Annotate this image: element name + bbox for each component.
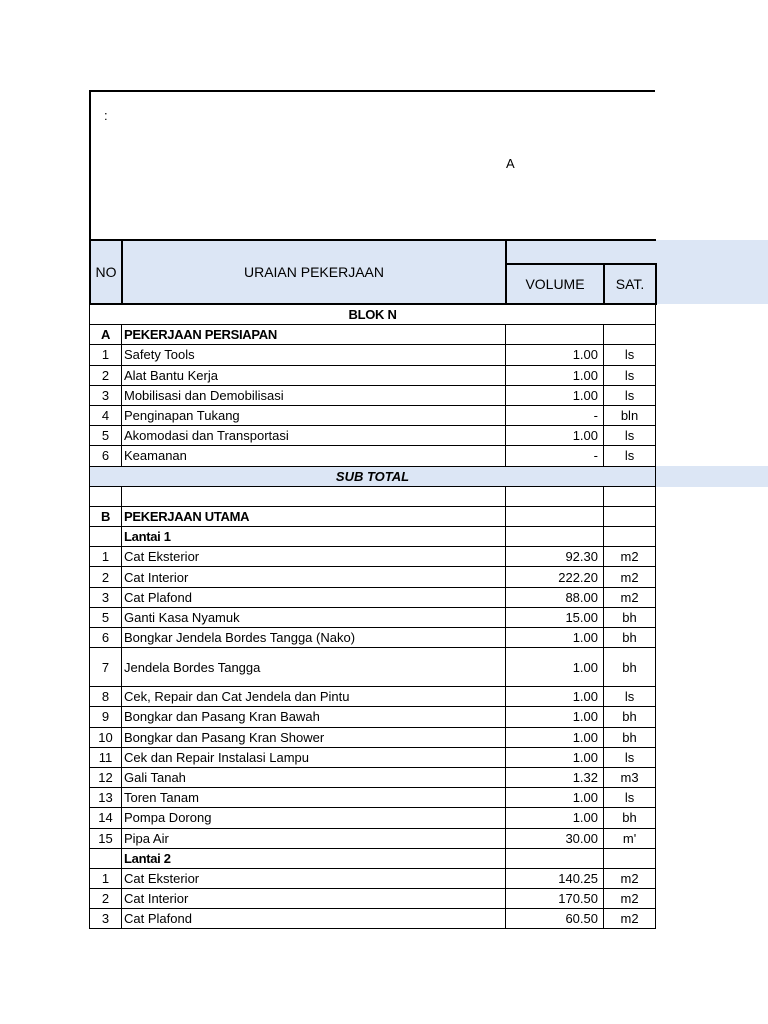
item-description: Bongkar dan Pasang Kran Shower <box>122 727 506 747</box>
item-no: 4 <box>90 405 122 425</box>
item-no: 13 <box>90 788 122 808</box>
sat-cell <box>604 527 656 547</box>
table-row <box>90 788 656 808</box>
item-description: Bongkar Jendela Bordes Tangga (Nako) <box>122 628 506 648</box>
item-unit: m2 <box>604 587 656 607</box>
col-sat-header: SAT. <box>604 264 656 304</box>
item-description: Mobilisasi dan Demobilisasi <box>122 385 506 405</box>
section-row <box>90 325 656 345</box>
item-unit: m2 <box>604 547 656 567</box>
floor-label: Lantai 2 <box>122 848 506 868</box>
col-no-header: NO <box>90 240 122 304</box>
empty-cell <box>604 486 656 506</box>
item-no: 10 <box>90 727 122 747</box>
table-row <box>90 909 656 929</box>
item-unit: ls <box>604 385 656 405</box>
floor-row <box>90 527 656 547</box>
item-volume: 170.50 <box>506 889 604 909</box>
table-row <box>90 567 656 587</box>
item-no: 2 <box>90 567 122 587</box>
subtotal-label: SUB TOTAL <box>90 466 656 486</box>
item-unit: ls <box>604 687 656 707</box>
item-unit: ls <box>604 747 656 767</box>
empty-row <box>90 486 656 506</box>
item-volume: 1.00 <box>506 345 604 365</box>
item-unit: bh <box>604 707 656 727</box>
item-volume: 15.00 <box>506 607 604 627</box>
item-unit: bh <box>604 607 656 627</box>
item-description: Bongkar dan Pasang Kran Bawah <box>122 707 506 727</box>
subtotal-band-right <box>655 466 768 487</box>
item-volume: 222.20 <box>506 567 604 587</box>
section-title: PEKERJAAN PERSIAPAN <box>122 325 506 345</box>
item-description: Cat Plafond <box>122 909 506 929</box>
item-volume: 1.00 <box>506 628 604 648</box>
item-volume: 1.00 <box>506 788 604 808</box>
floor-label: Lantai 1 <box>122 527 506 547</box>
floor-no <box>90 848 122 868</box>
item-volume: 1.00 <box>506 808 604 828</box>
item-unit: ls <box>604 345 656 365</box>
subtotal-row <box>90 466 656 486</box>
table-row <box>90 828 656 848</box>
item-volume: 92.30 <box>506 547 604 567</box>
item-description: Cek dan Repair Instalasi Lampu <box>122 747 506 767</box>
item-description: Gali Tanah <box>122 767 506 787</box>
item-description: Ganti Kasa Nyamuk <box>122 607 506 627</box>
item-unit: m2 <box>604 868 656 888</box>
item-no: 2 <box>90 889 122 909</box>
table-row <box>90 707 656 727</box>
item-no: 1 <box>90 547 122 567</box>
blok-title-row <box>90 305 656 325</box>
col-volume-header: VOLUME <box>506 264 604 304</box>
volume-cell <box>506 527 604 547</box>
table-row <box>90 587 656 607</box>
table-row <box>90 385 656 405</box>
item-volume: - <box>506 446 604 466</box>
sat-cell <box>604 506 656 526</box>
item-unit: m3 <box>604 767 656 787</box>
item-unit: m2 <box>604 909 656 929</box>
item-unit: m' <box>604 828 656 848</box>
item-unit: bh <box>604 628 656 648</box>
item-description: Pipa Air <box>122 828 506 848</box>
table-row <box>90 648 656 687</box>
item-no: 6 <box>90 628 122 648</box>
table-row <box>90 767 656 787</box>
table-row <box>90 365 656 385</box>
item-no: 5 <box>90 607 122 627</box>
item-volume: 1.00 <box>506 385 604 405</box>
item-description: Toren Tanam <box>122 788 506 808</box>
item-no: 3 <box>90 385 122 405</box>
volume-cell <box>506 506 604 526</box>
document-header-box <box>89 90 655 240</box>
floor-no <box>90 527 122 547</box>
table-row <box>90 868 656 888</box>
item-no: 12 <box>90 767 122 787</box>
sat-cell <box>604 325 656 345</box>
item-unit: bln <box>604 405 656 425</box>
item-description: Safety Tools <box>122 345 506 365</box>
empty-cell <box>506 486 604 506</box>
item-no: 7 <box>90 648 122 687</box>
item-volume: 1.32 <box>506 767 604 787</box>
item-description: Keamanan <box>122 446 506 466</box>
volume-cell <box>506 848 604 868</box>
table-row <box>90 345 656 365</box>
item-volume: - <box>506 405 604 425</box>
item-description: Cat Interior <box>122 889 506 909</box>
item-volume: 1.00 <box>506 687 604 707</box>
item-no: 1 <box>90 345 122 365</box>
boq-table <box>89 304 656 929</box>
item-description: Jendela Bordes Tangga <box>122 648 506 687</box>
item-no: 3 <box>90 587 122 607</box>
section-row <box>90 506 656 526</box>
item-description: Akomodasi dan Transportasi <box>122 426 506 446</box>
item-description: Pompa Dorong <box>122 808 506 828</box>
item-no: 14 <box>90 808 122 828</box>
item-unit: ls <box>604 446 656 466</box>
table-row <box>90 547 656 567</box>
item-volume: 1.00 <box>506 747 604 767</box>
item-unit: bh <box>604 727 656 747</box>
item-unit: bh <box>604 808 656 828</box>
col-uraian-header: URAIAN PEKERJAAN <box>122 240 506 304</box>
section-code: A <box>90 325 122 345</box>
item-description: Cat Eksterior <box>122 547 506 567</box>
item-volume: 60.50 <box>506 909 604 929</box>
item-no: 8 <box>90 687 122 707</box>
sat-cell <box>604 848 656 868</box>
item-unit: ls <box>604 788 656 808</box>
item-no: 6 <box>90 446 122 466</box>
item-no: 15 <box>90 828 122 848</box>
header-colon: : <box>104 108 108 123</box>
section-code: B <box>90 506 122 526</box>
item-volume: 1.00 <box>506 426 604 446</box>
item-unit: m2 <box>604 889 656 909</box>
table-row <box>90 808 656 828</box>
item-no: 1 <box>90 868 122 888</box>
column-header <box>89 239 657 305</box>
item-volume: 1.00 <box>506 648 604 687</box>
item-description: Alat Bantu Kerja <box>122 365 506 385</box>
item-no: 11 <box>90 747 122 767</box>
empty-cell <box>122 486 506 506</box>
item-unit: m2 <box>604 567 656 587</box>
item-volume: 1.00 <box>506 707 604 727</box>
table-row <box>90 446 656 466</box>
table-row <box>90 747 656 767</box>
item-volume: 88.00 <box>506 587 604 607</box>
table-row <box>90 607 656 627</box>
volume-cell <box>506 325 604 345</box>
item-volume: 140.25 <box>506 868 604 888</box>
item-volume: 30.00 <box>506 828 604 848</box>
table-row <box>90 405 656 425</box>
empty-cell <box>90 486 122 506</box>
item-unit: bh <box>604 648 656 687</box>
item-volume: 1.00 <box>506 727 604 747</box>
item-unit: ls <box>604 365 656 385</box>
section-title: PEKERJAAN UTAMA <box>122 506 506 526</box>
header-band-right <box>655 240 768 304</box>
table-row <box>90 727 656 747</box>
item-description: Cat Plafond <box>122 587 506 607</box>
item-description: Cat Interior <box>122 567 506 587</box>
item-no: 3 <box>90 909 122 929</box>
blok-title: BLOK N <box>90 305 656 325</box>
item-description: Cat Eksterior <box>122 868 506 888</box>
header-letter: A <box>506 156 515 171</box>
table-row <box>90 426 656 446</box>
col-group-header <box>506 240 656 264</box>
item-unit: ls <box>604 426 656 446</box>
item-no: 5 <box>90 426 122 446</box>
item-volume: 1.00 <box>506 365 604 385</box>
table-row <box>90 628 656 648</box>
table-row <box>90 687 656 707</box>
item-no: 2 <box>90 365 122 385</box>
table-row <box>90 889 656 909</box>
floor-row <box>90 848 656 868</box>
item-description: Cek, Repair dan Cat Jendela dan Pintu <box>122 687 506 707</box>
item-no: 9 <box>90 707 122 727</box>
item-description: Penginapan Tukang <box>122 405 506 425</box>
